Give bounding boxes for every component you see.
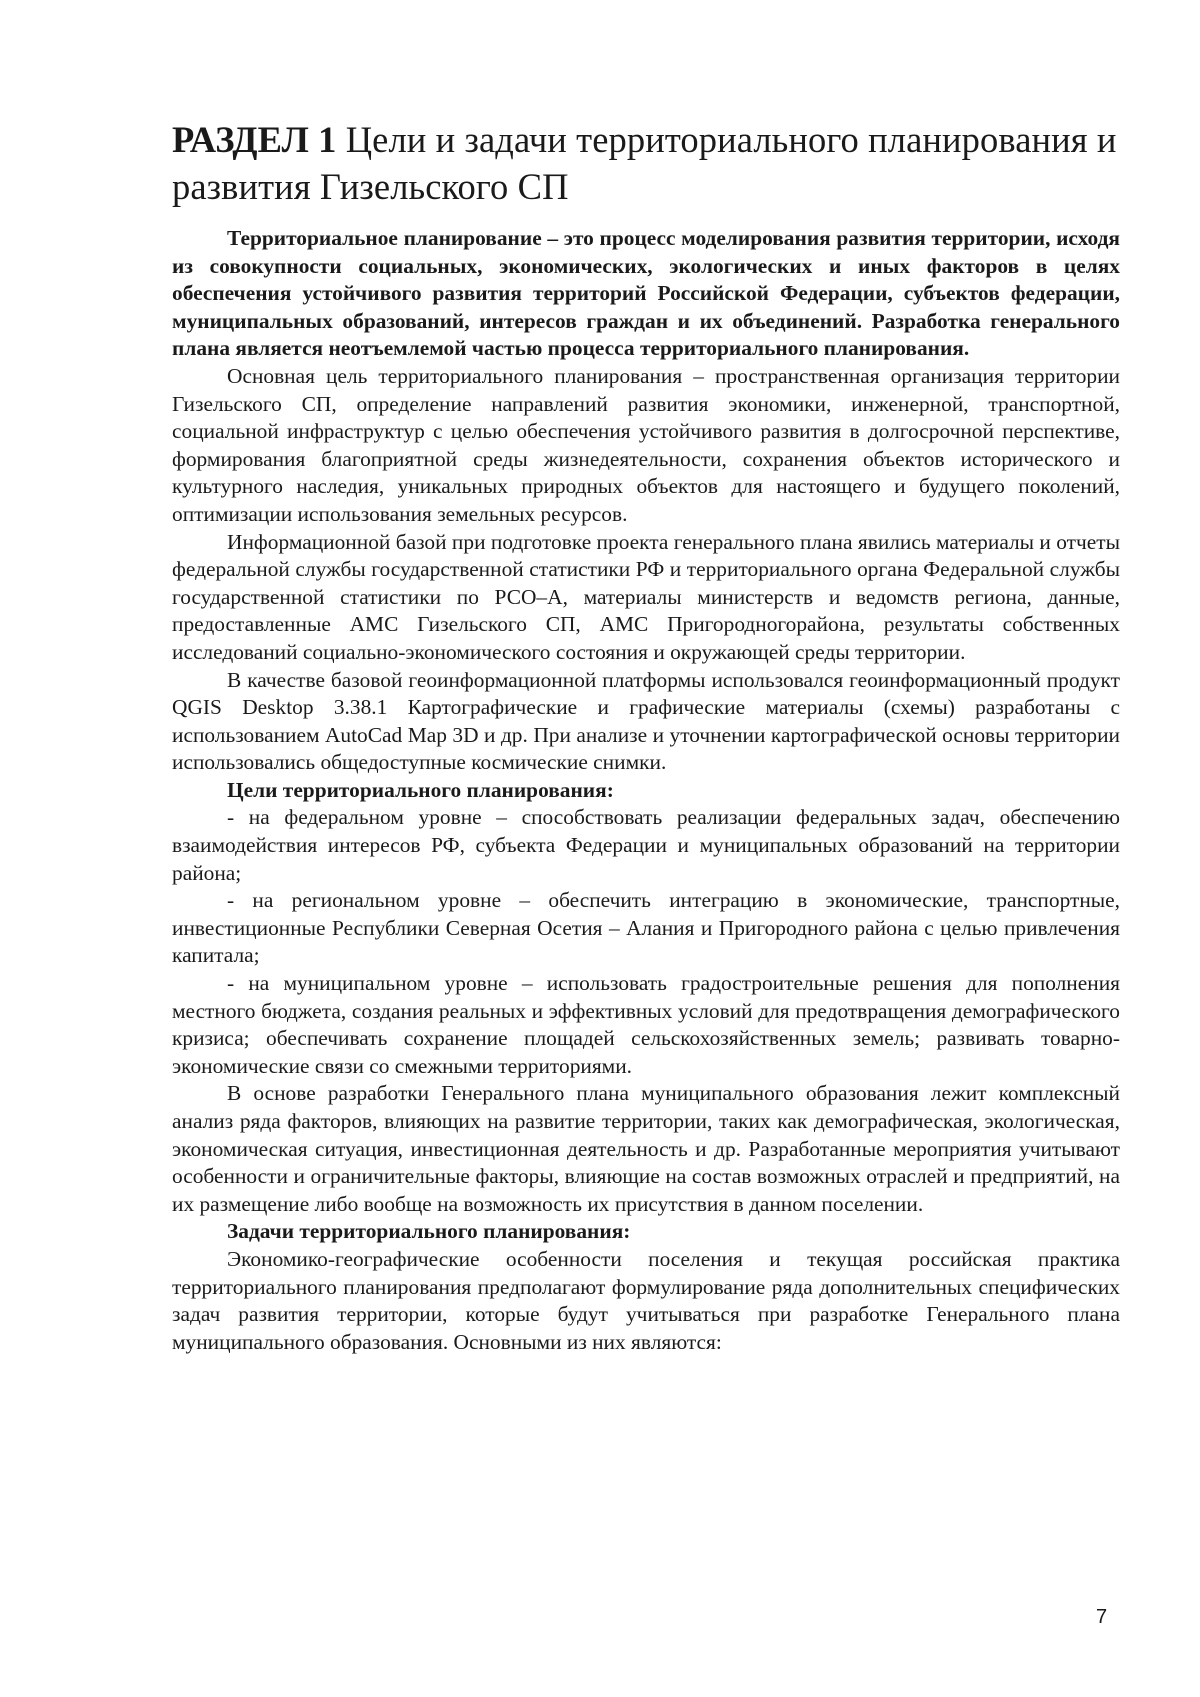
- subheading-goals: Цели территориального планирования:: [227, 777, 614, 802]
- paragraph-regional-level: - на региональном уровне – обеспечить интеграцию в экономические, транспортные, инвестиционные Республики Северная Осетия – Алания и Пригородного района с целью привлечения капитала;: [172, 888, 1120, 968]
- paragraph-tasks-intro: Экономико-географические особенности поселения и текущая российская практика территориального планирования предполагают формулирование ряда дополнительных специфических задач развития территории, которые будут учитываться при разработке Генерального плана муниципального образования. Основными из них являются:: [172, 1246, 1120, 1354]
- page-number: 7: [1096, 1606, 1108, 1628]
- paragraph-definition: Территориальное планирование – это процесс моделирования развития территории, исходя из совокупности социальных, экономических, экологических и иных факторов в целях обеспечения устойчивого развития территорий Российской Федерации, субъектов федерации, муниципальных образований, интересов граждан и их объединений. Разработка генерального плана является неотъемлемой частью процесса территориального планирования.: [172, 226, 1120, 361]
- body-text: [172, 225, 1120, 1356]
- section-label: РАЗДЕЛ 1: [172, 119, 337, 160]
- paragraph-analysis-basis: В основе разработки Генерального плана муниципального образования лежит комплексный анализ ряда факторов, влияющих на развитие территории, таких как демографическая, экологическая, экономическая ситуация, инвестиционная деятельность и др. Разработанные мероприятия учитывают особенности и ограничительные факторы, влияющие на состав возможных отраслей и предприятий, на их размещение либо вообще на возможность их присутствия в данном поселении.: [172, 1081, 1120, 1216]
- paragraph-main-goal: Основная цель территориального планирования – пространственная организация территории Гизельского СП, определение направлений развития экономики, инженерной, транспортной, социальной инфраструктур с целью обеспечения устойчивого развития в долгосрочной перспективе, формирования благоприятной среды жизнедеятельности, сохранения объектов исторического и культурного наследия, уникальных природных объектов для настоящего и будущего поколений, оптимизации использования земельных ресурсов.: [172, 363, 1120, 526]
- section-heading: [172, 116, 1132, 210]
- subheading-tasks: Задачи территориального планирования:: [227, 1219, 631, 1244]
- paragraph-information-base: Информационной базой при подготовке проекта генерального плана явились материалы и отчеты федеральной службы государственной статистики РФ и территориального органа Федеральной службы государственной статистики по РСО–А, материалы министерств и ведомств региона, данные, предоставленные АМС Гизельского СП, АМС Пригородногорайона, результаты собственных исследований социально-экономического состояния и окружающей среды территории.: [172, 529, 1120, 664]
- paragraph-municipal-level: - на муниципальном уровне – использовать градостроительные решения для пополнения местного бюджета, создания реальных и эффективных условий для предотвращения демографического кризиса; обеспечивать сохранение площадей сельскохозяйственных земель; развивать товарно-экономические связи со смежными территориями.: [172, 971, 1120, 1078]
- paragraph-federal-level: - на федеральном уровне – способствовать реализации федеральных задач, обеспечению взаимодействия интересов РФ, субъекта Федерации и муниципальных образований на территории района;: [172, 805, 1120, 885]
- section-title: Цели и задачи территориального планирования и развития Гизельского СП: [172, 119, 1117, 207]
- paragraph-gis-platform: В качестве базовой геоинформационной платформы использовался геоинформационный продукт QGIS Desktop 3.38.1 Картографические и графические материалы (схемы) разработаны с использованием AutoCad Map 3D и др. При анализе и уточнении картографической основы территории использовались общедоступные космические снимки.: [172, 667, 1120, 775]
